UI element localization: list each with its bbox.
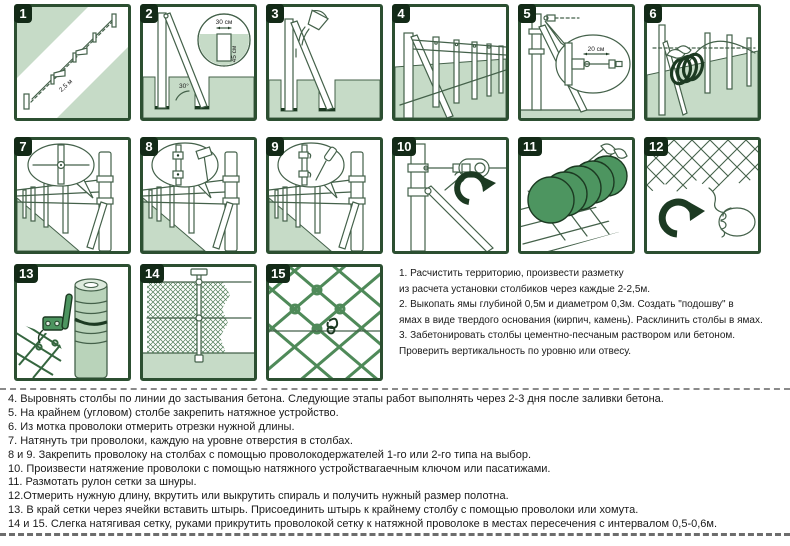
panel-14-illustration: [143, 267, 254, 378]
panel-12-number: 12: [644, 137, 668, 156]
mesh-roll-icon: [528, 156, 627, 223]
panel-10: [392, 137, 509, 254]
bottom-instruction-line-6: 10. Произвести натяжение проволоки с помощью натяжного устройствагаечным ключом или пасатижами.: [8, 462, 551, 475]
hand-icon: [719, 208, 755, 237]
panel-row-3: [14, 264, 383, 381]
panel-2: [140, 4, 257, 121]
panel-row-2: [14, 137, 761, 254]
bottom-instruction-line-8: 12.Отмерить нужную длину, вкрутить или выкрутить спираль и получить нужный размер полотна.: [8, 490, 509, 503]
bottom-instruction-line-5: 8 и 9. Закрепить проволоку на столбах с помощью проволокодержателей 1-го или 2-го типа на выбор.: [8, 448, 532, 461]
panel-5-illustration: [521, 7, 632, 118]
bottom-instruction-line-2: 5. На крайнем (угловом) столбе закрепить натяжное устройство.: [8, 406, 339, 419]
panel-10-illustration: [395, 140, 506, 251]
panel-10-number: 10: [392, 137, 416, 156]
bottom-instruction-line-10: 14 и 15. Слегка натягивая сетку, руками прикрутить проволокой сетку к натяжной проволоке в местах пересечения с интервалом 0,5-0,6м.: [8, 518, 718, 531]
panel-8: [140, 137, 257, 254]
panel-9-illustration: [269, 140, 380, 251]
panel-4-illustration: [395, 7, 506, 118]
panel-15-number: 15: [266, 264, 290, 283]
panel-6-number: 6: [644, 4, 662, 23]
panel-4-number: 4: [392, 4, 410, 23]
rotate-arrow-icon: [662, 202, 705, 234]
clamp-icon: [43, 317, 63, 330]
panel-3-number: 3: [266, 4, 284, 23]
side-instruction-line-3: 2. Выкопать ямы глубиной 0,5м и диаметром 0,3м. Создать "подошву" в: [399, 299, 734, 311]
hand-icon: [614, 149, 627, 158]
side-instruction-line-6: Проверить вертикальность по уровню или отвесу.: [399, 345, 632, 357]
panel-11-illustration: [521, 140, 632, 251]
panel-12: [644, 137, 761, 254]
rotate-arrow-icon: [457, 174, 496, 202]
panel-15: [266, 264, 383, 381]
bottom-instruction-line-3: 6. Из мотка проволоки отмерить отрезки нужной длины.: [8, 420, 295, 433]
panel-1-spacing-label: 2,5 м: [57, 78, 74, 94]
panel-row-1: [14, 4, 761, 121]
bucket-icon: [306, 8, 330, 31]
panel-11-number: 11: [518, 137, 542, 156]
panel-2-angle-label: 30°: [179, 83, 189, 90]
panel-15-illustration: [269, 267, 380, 378]
bottom-instruction-line-4: 7. Натянуть три проволоки, каждую на уровне отверстия в столбах.: [8, 434, 353, 447]
panel-7: [14, 137, 131, 254]
side-instruction-line-1: 1. Расчистить территорию, произвести разметку: [399, 268, 624, 279]
hand-icon: [601, 144, 617, 154]
panel-4: [392, 4, 509, 121]
panel-13: [14, 264, 131, 381]
panel-2-width-label: 30 см: [215, 19, 233, 26]
panel-9: [266, 137, 383, 254]
panel-2-depth-label: 45 см: [231, 45, 238, 63]
panel-6: [644, 4, 761, 121]
side-instruction-line-5: 3. Забетонировать столбы цементно-песчаным раствором или бетоном.: [399, 330, 736, 342]
panel-7-illustration: [17, 140, 128, 251]
panel-5-number: 5: [518, 4, 536, 23]
panel-2-illustration: [143, 7, 254, 118]
panel-1: [14, 4, 131, 121]
panel-2-number: 2: [140, 4, 158, 23]
panel-3: [266, 4, 383, 121]
dashed-separator-top: [0, 388, 790, 390]
panel-5-offset-label: 20 см: [587, 46, 605, 53]
dashed-separator-bottom: [0, 533, 790, 536]
panel-6-illustration: [647, 7, 758, 118]
instructions-steps-4-15: [8, 393, 788, 532]
panel-8-illustration: [143, 140, 254, 251]
bottom-instruction-line-7: 11. Размотать рулон сетки за шнуры.: [8, 476, 197, 489]
panel-1-illustration: [17, 7, 128, 118]
panel-8-number: 8: [140, 137, 158, 156]
panel-14-number: 14: [140, 264, 164, 283]
panel-13-illustration: [17, 267, 128, 378]
panel-9-number: 9: [266, 137, 284, 156]
panel-3-illustration: [269, 7, 380, 118]
panel-7-number: 7: [14, 137, 32, 156]
bottom-instruction-line-9: 13. В край сетки через ячейки вставить штырь. Присоединить штырь к крайнему столбу с помощью проволоки или хомута.: [8, 504, 639, 517]
panel-1-number: 1: [14, 4, 32, 23]
panel-12-illustration: [647, 140, 758, 251]
panel-13-number: 13: [14, 264, 38, 283]
pin-icon: [62, 294, 73, 329]
panel-5: [518, 4, 635, 121]
side-instruction-line-4: ямах в виде твердого основания (кирпич, камень). Расклинить столбы в ямах.: [399, 314, 763, 326]
panel-14: [140, 264, 257, 381]
side-instruction-line-2: из расчета установки столбиков через каждые 2-2,5м.: [399, 283, 651, 295]
instructions-steps-1-3: [399, 266, 790, 360]
panel-11: [518, 137, 635, 254]
bottom-instruction-line-1: 4. Выровнять столбы по линии до застывания бетона. Следующие этапы работ выполнять через 2-3 дня после заливки бетона.: [8, 393, 664, 405]
